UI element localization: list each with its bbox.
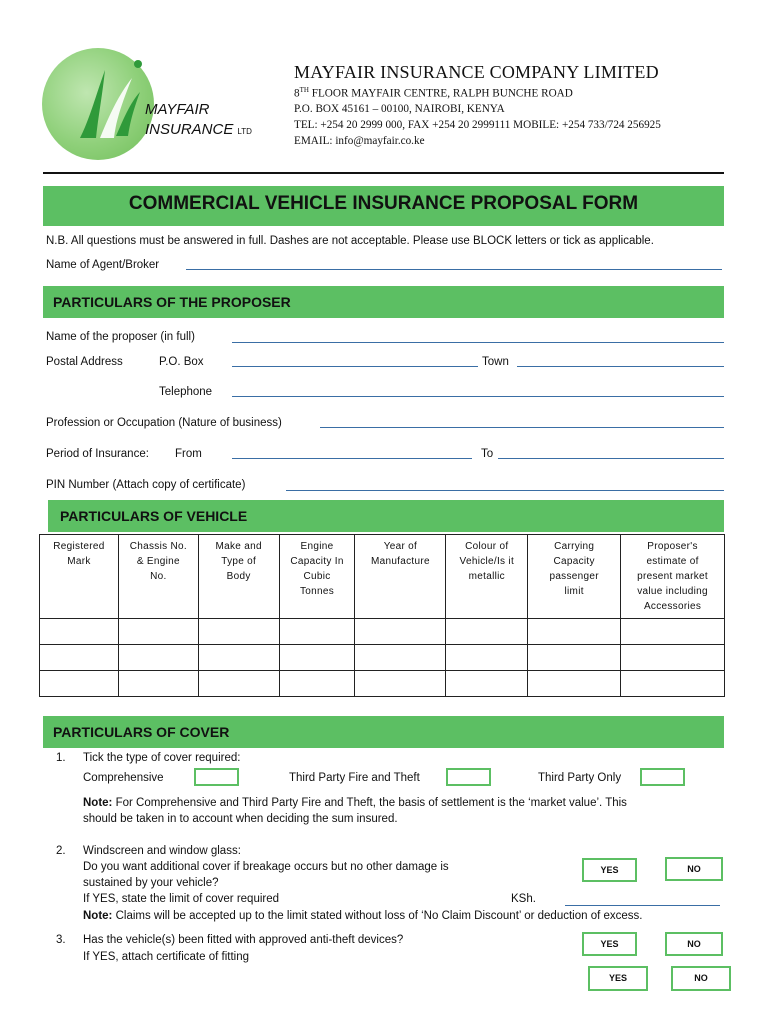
table-cell[interactable] <box>446 671 528 697</box>
table-cell[interactable] <box>528 671 621 697</box>
from-line[interactable] <box>232 458 472 459</box>
logo-line2: INSURANCE <box>145 121 234 138</box>
telephone-label: Telephone <box>159 386 213 398</box>
proposer-name-line[interactable] <box>232 342 724 343</box>
q2-number: 2. <box>56 845 66 857</box>
from-label: From <box>175 448 202 460</box>
col-year: Year of Manufacture <box>355 535 446 619</box>
q2-yes-button[interactable]: YES <box>582 858 637 882</box>
profession-line[interactable] <box>320 427 724 428</box>
col-chassis-engine: Chassis No. & Engine No. <box>118 535 198 619</box>
agent-input-line[interactable] <box>186 269 722 270</box>
col-carrying-capacity: Carrying Capacity passenger limit <box>528 535 621 619</box>
table-cell[interactable] <box>446 645 528 671</box>
ksh-label: KSh. <box>511 893 536 905</box>
q3-line1: Has the vehicle(s) been fitted with approved anti-theft devices? <box>83 934 404 946</box>
table-cell[interactable] <box>355 619 446 645</box>
table-row <box>40 671 725 697</box>
town-label: Town <box>482 356 509 368</box>
logo-ltd: LTD <box>237 127 252 136</box>
q2-note <box>83 910 733 922</box>
agent-label: Name of Agent/Broker <box>46 259 160 271</box>
cover-limit-line[interactable] <box>565 905 720 906</box>
table-cell[interactable] <box>279 645 355 671</box>
pobox-label: P.O. Box <box>159 356 204 368</box>
q3-yes-button[interactable]: YES <box>582 932 637 956</box>
to-label: To <box>481 448 494 460</box>
table-cell[interactable] <box>621 671 725 697</box>
postal-label: Postal Address <box>46 356 123 368</box>
proposer-name-label: Name of the proposer (in full) <box>46 331 195 343</box>
q2-line1: Windscreen and window glass: <box>83 845 241 857</box>
q3-line2: If YES, attach certificate of fitting <box>83 951 249 963</box>
col-colour: Colour of Vehicle/Is it metallic <box>446 535 528 619</box>
q2-line2: Do you want additional cover if breakage occurs but no other damage is <box>83 861 449 873</box>
table-cell[interactable] <box>528 619 621 645</box>
company-address-line2: P.O. BOX 45161 – 00100, NAIROBI, KENYA <box>294 103 505 115</box>
table-cell[interactable] <box>621 645 725 671</box>
to-line[interactable] <box>498 458 724 459</box>
company-address-line3: TEL: +254 20 2999 000, FAX +254 20 2999111 MOBILE: +254 733/724 256925 <box>294 119 661 131</box>
opt-tpft-label: Third Party Fire and Theft <box>289 772 420 784</box>
vehicle-heading: PARTICULARS OF VEHICLE <box>60 508 248 524</box>
table-cell[interactable] <box>279 619 355 645</box>
pobox-line[interactable] <box>232 366 478 367</box>
vehicle-header-row <box>40 535 725 619</box>
pin-label: PIN Number (Attach copy of certificate) <box>46 479 246 491</box>
table-cell[interactable] <box>446 619 528 645</box>
q2-line4: If YES, state the limit of cover required <box>83 893 280 905</box>
q2-no-button[interactable]: NO <box>665 857 723 881</box>
table-cell[interactable] <box>118 619 198 645</box>
table-cell[interactable] <box>355 645 446 671</box>
pin-line[interactable] <box>286 490 724 491</box>
logo-line1: MAYFAIR <box>145 101 210 118</box>
table-row <box>40 645 725 671</box>
q1-note-line2: should be taken in to account when deciding the sum insured. <box>83 813 398 825</box>
form-title: COMMERCIAL VEHICLE INSURANCE PROPOSAL FORM <box>128 193 639 214</box>
logo-text <box>145 100 252 142</box>
q2-note-bold: Note: <box>83 910 113 922</box>
extra-no-button[interactable]: NO <box>671 966 731 991</box>
table-cell[interactable] <box>528 645 621 671</box>
floor-number: 8 <box>294 87 300 100</box>
company-name: MAYFAIR INSURANCE COMPANY LIMITED <box>294 62 659 82</box>
logo-swoosh-icon <box>60 58 150 148</box>
address-line1-rest: FLOOR MAYFAIR CENTRE, RALPH BUNCHE ROAD <box>308 87 573 100</box>
q1-note-bold: Note: <box>83 797 113 809</box>
opt-tpo-label: Third Party Only <box>538 772 622 784</box>
opt-comprehensive-label: Comprehensive <box>83 772 164 784</box>
comprehensive-checkbox[interactable] <box>194 768 239 786</box>
profession-label: Profession or Occupation (Nature of business) <box>46 417 282 429</box>
q1-note <box>83 797 723 809</box>
q2-note-rest: Claims will be accepted up to the limit stated without loss of ‘No Claim Discount’ or deduction of excess. <box>112 910 643 922</box>
table-cell[interactable] <box>198 671 279 697</box>
proposer-heading: PARTICULARS OF THE PROPOSER <box>53 294 291 310</box>
table-cell[interactable] <box>40 619 119 645</box>
col-market-value: Proposer's estimate of present market value including Accessories <box>621 535 725 619</box>
table-cell[interactable] <box>198 619 279 645</box>
col-registered-mark: Registered Mark <box>40 535 119 619</box>
q1-number: 1. <box>56 752 66 764</box>
floor-superscript: TH <box>299 86 309 94</box>
table-cell[interactable] <box>198 645 279 671</box>
tpo-checkbox[interactable] <box>640 768 685 786</box>
table-cell[interactable] <box>621 619 725 645</box>
table-cell[interactable] <box>355 671 446 697</box>
cover-heading: PARTICULARS OF COVER <box>53 724 230 740</box>
telephone-line[interactable] <box>232 396 724 397</box>
table-cell[interactable] <box>118 671 198 697</box>
table-cell[interactable] <box>40 645 119 671</box>
table-cell[interactable] <box>118 645 198 671</box>
q3-no-button[interactable]: NO <box>665 932 723 956</box>
table-cell[interactable] <box>40 671 119 697</box>
col-make-type: Make and Type of Body <box>198 535 279 619</box>
company-address-line1 <box>294 86 573 100</box>
table-cell[interactable] <box>279 671 355 697</box>
q3-number: 3. <box>56 934 66 946</box>
col-engine-capacity: Engine Capacity In Cubic Tonnes <box>279 535 355 619</box>
form-note: N.B. All questions must be answered in full. Dashes are not acceptable. Please use BLOCK letters or tick as applicable. <box>46 235 654 247</box>
town-line[interactable] <box>517 366 724 367</box>
q1-note-line1: For Comprehensive and Third Party Fire and Theft, the basis of settlement is the ‘market value’. This <box>112 797 627 809</box>
extra-yes-button[interactable]: YES <box>588 966 648 991</box>
header-rule <box>43 172 724 174</box>
table-row <box>40 619 725 645</box>
tpft-checkbox[interactable] <box>446 768 491 786</box>
q1-text: Tick the type of cover required: <box>83 752 241 764</box>
period-label: Period of Insurance: <box>46 448 149 460</box>
q2-line3: sustained by your vehicle? <box>83 877 219 889</box>
company-email: EMAIL: info@mayfair.co.ke <box>294 135 425 147</box>
vehicle-table <box>39 534 725 697</box>
